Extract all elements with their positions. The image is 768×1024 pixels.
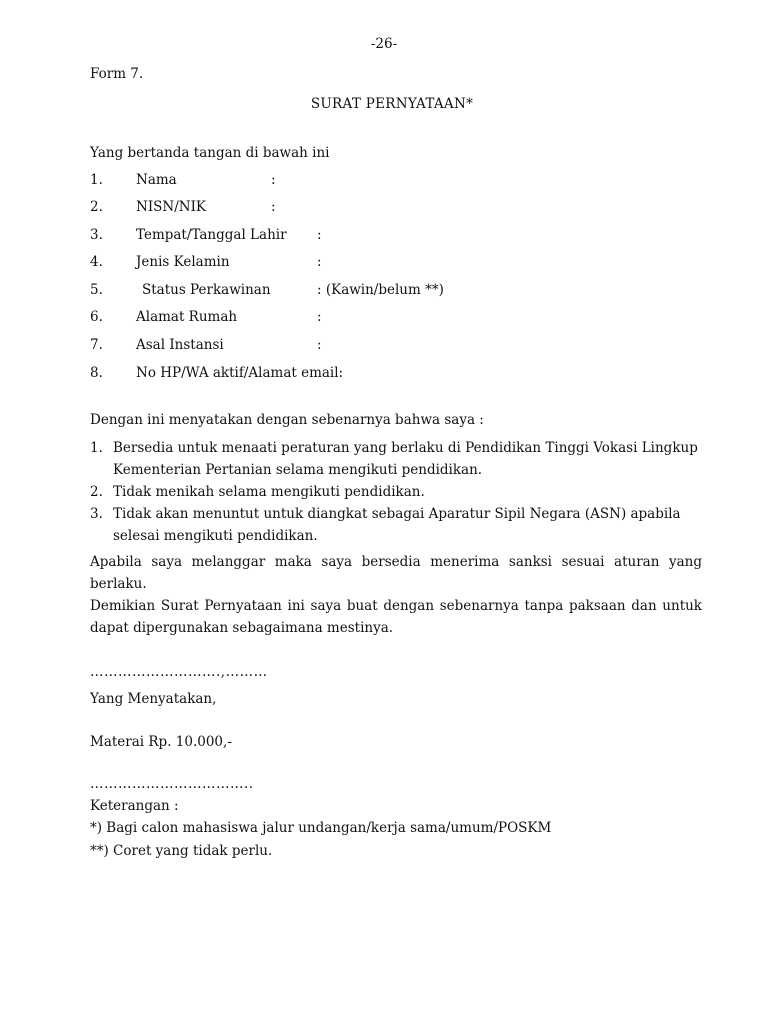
field-label: Tempat/Tanggal Lahir [136, 227, 287, 243]
point-number: 3. [90, 506, 103, 522]
field-number: 3. [90, 227, 103, 243]
field-label: No HP/WA aktif/Alamat email: [136, 365, 344, 381]
point-number: 1. [90, 440, 103, 456]
page-number: -26- [370, 36, 398, 52]
stamp-label: Materai Rp. 10.000,- [90, 734, 232, 750]
point-text: Tidak menikah selama mengikuti pendidikan. [113, 484, 425, 500]
field-label: NISN/NIK [136, 199, 206, 215]
statement-point-2 [90, 481, 700, 503]
note-item: *) Bagi calon mahasiswa jalur undangan/kerja sama/umum/POSKM [90, 820, 552, 836]
field-colon: : [317, 254, 322, 270]
field-number: 5. [90, 282, 103, 298]
field-label: Jenis Kelamin [136, 254, 230, 270]
point-text: Bersedia untuk menaati peraturan yang berlaku di Pendidikan Tinggi Vokasi Lingkup Kementerian Pertanian selama mengikuti pendidikan. [113, 440, 698, 478]
field-colon: : [271, 172, 276, 188]
field-label: Alamat Rumah [136, 309, 238, 325]
statement-point-3 [90, 503, 700, 547]
field-colon: : (Kawin/belum **) [317, 282, 444, 298]
field-number: 4. [90, 254, 103, 270]
statement-intro: Dengan ini menyatakan dengan sebenarnya bahwa saya : [90, 412, 484, 428]
field-number: 8. [90, 365, 103, 381]
field-number: 7. [90, 337, 103, 353]
point-number: 2. [90, 484, 103, 500]
document-title: SURAT PERNYATAAN* [310, 96, 474, 112]
field-number: 2. [90, 199, 103, 215]
closing-paragraph: Demikian Surat Pernyataan ini saya buat dengan sebenarnya tanpa paksaan dan untuk dapat dipergunakan sebagaimana mestinya. [90, 598, 702, 636]
note-item: **) Coret yang tidak perlu. [90, 843, 273, 859]
notes-title: Keterangan : [90, 798, 179, 814]
field-number: 6. [90, 309, 103, 325]
statement-point-1 [90, 437, 700, 481]
intro-text: Yang bertanda tangan di bawah ini [90, 145, 330, 161]
field-colon: : [317, 309, 322, 325]
signer-label: Yang Menyatakan, [90, 691, 217, 707]
field-colon: : [317, 227, 322, 243]
form-label: Form 7. [90, 66, 144, 82]
place-date-line: ……………………….,……… [90, 664, 268, 680]
sanction-paragraph: Apabila saya melanggar maka saya bersedia menerima sanksi sesuai aturan yang berlaku. [90, 554, 702, 592]
field-colon: : [317, 337, 322, 353]
field-number: 1. [90, 172, 103, 188]
field-label: Nama [136, 172, 177, 188]
field-colon: : [271, 199, 276, 215]
signature-line: …………………………….. [90, 776, 254, 792]
field-label: Asal Instansi [136, 337, 224, 353]
point-text: Tidak akan menuntut untuk diangkat sebagai Aparatur Sipil Negara (ASN) apabila selesai mengikuti pendidikan. [113, 506, 681, 544]
field-label: Status Perkawinan [142, 282, 271, 298]
